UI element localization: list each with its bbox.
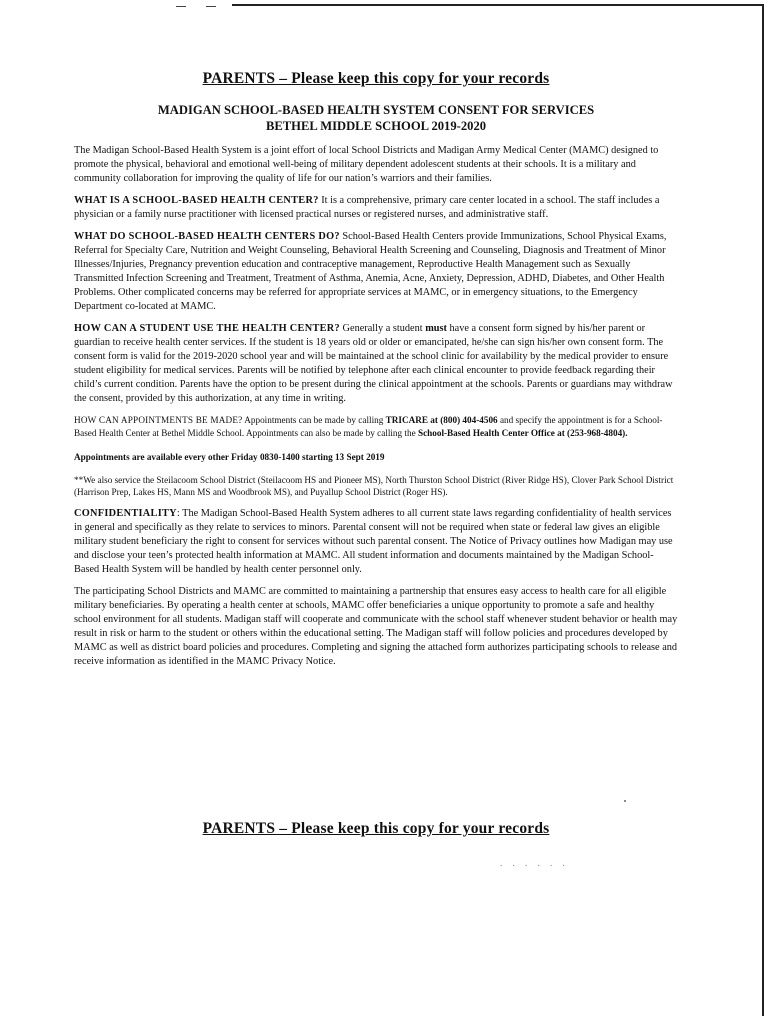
appointments-section: [74, 414, 678, 439]
intro-paragraph: The Madigan School-Based Health System is a joint effort of local School Districts and Madigan Army Medical Center (MAMC) designed to promote the physical, behavioral and emotional well-being of military dependent adolescent students at their schools. It is a military and community collaboration for improving the quality of life for our nation’s warriors and their families.: [74, 145, 659, 184]
office-phone: School-Based Health Center Office at (253-968-4804).: [417, 427, 628, 438]
tricare-phone: TRICARE at (800) 404-4506: [385, 415, 498, 425]
availability-text: Appointments are available every other Friday 0830-1400 starting 13 Sept 2019: [74, 452, 385, 463]
scan-dots: . . . . . .: [500, 858, 569, 868]
appointments-text-2: and specify the appointment is for a School-Based Health Center at Bethel Middle School. Appointments can also be made by calling the: [74, 415, 663, 438]
confidentiality-heading: CONFIDENTIALITY: [74, 507, 177, 519]
how-use-must: must: [425, 323, 447, 334]
scan-edge-top: [232, 4, 762, 6]
scan-speck: [624, 800, 626, 802]
scan-mark: [206, 6, 216, 7]
how-use-text-after: have a consent form signed by his/her parent or guardian to receive health center services. If the student is 18 years old or older or emancipated, he/she can sign his/her own consent form. The consent form is valid for the 2019-2020 school year and will be maintained at the school clinic for availability by the medical provider to ensure student eligibility for medical services. Parents will be notified by telephone after each clinical encounter to provide feedback regarding their child’s current condition. Parents have the option to be present during the clinical appointment at the schools. Parents or guardians may withdraw the consent, provided by this authorization, at any time in writing.: [74, 323, 673, 404]
document-title: [74, 102, 678, 134]
bottom-banner-wrap: [74, 820, 678, 838]
confidentiality-section: [74, 507, 678, 577]
what-is-heading: WHAT IS A SCHOOL-BASED HEALTH CENTER?: [74, 195, 319, 206]
title-line-1: MADIGAN SCHOOL-BASED HEALTH SYSTEM CONSENT FOR SERVICES: [157, 103, 595, 117]
what-do-section: [74, 230, 678, 314]
how-use-heading: HOW CAN A STUDENT USE THE HEALTH CENTER?: [74, 323, 340, 334]
scan-mark: [176, 6, 186, 7]
title-line-2: BETHEL MIDDLE SCHOOL 2019-2020: [265, 119, 487, 133]
parents-banner-bottom: PARENTS – Please keep this copy for your records: [202, 820, 550, 837]
what-do-text: School-Based Health Centers provide Immunizations, School Physical Exams, Referral for Specialty Care, Nutrition and Weight Counseling, Behavioral Health Screening and Counseling, Diagnosis and Treatment of Minor Illnesses/Injuries, Pregnancy prevention education and contraceptive management, Reproductive Health Management such as Sexually Transmitted Infection Screening and Treatment, Treatment of Asthma, Anemia, Acne, Anxiety, Depression, ADHD, Diabetes, and Other Health Problems. Other complicated concerns may be referred for appropriate services at MAMC, or in emergency situations, to the Emergency Department co-located at MAMC.: [74, 231, 667, 312]
document-page: [74, 70, 678, 677]
parents-banner-top: PARENTS – Please keep this copy for your records: [202, 70, 550, 87]
appointments-availability: [74, 451, 678, 464]
what-is-text: It is a comprehensive, primary care center located in a school. The staff includes a physician or a family nurse practitioner with licensed practical nurses or registered nurses, and administrative staff.: [74, 195, 660, 220]
how-use-text-before: Generally a student: [339, 323, 426, 334]
appointments-lead: HOW CAN APPOINTMENTS BE MADE?: [74, 415, 243, 425]
appointments-text-1: Appointments can be made by calling: [242, 415, 386, 425]
what-is-section: [74, 194, 678, 222]
confidentiality-text: : The Madigan School-Based Health System adheres to all current state laws regarding confidentiality of health services in general and specifically as they relate to services to minors. Parental consent will not be required when state or federal law gives an eligible military student beneficiary the right to consent for services without such parental consent. The Notice of Privacy outlines how Madigan may use and disclose your teen’s protected health information at MAMC. All student information and documents maintained by the Madigan School-Based Health System will be handled by health center personnel only.: [74, 507, 673, 575]
partnership-paragraph: The participating School Districts and MAMC are committed to maintaining a partnership that ensures easy access to health care for all eligible military beneficiaries. By operating a health center at schools, MAMC offer beneficiaries a unique opportunity to promote a safe and healthy school environment for all students. Madigan staff will cooperate and communicate with the school staff whenever student behavior or health may result in risk or harm to the student or others within the educational setting. The Madigan staff will follow policies and procedures developed by MAMC as well as district board policies and procedures. Completing and signing the attached form authorizes participating schools to release and receive information as identified in the MAMC Privacy Notice.: [74, 585, 678, 667]
how-use-section: [74, 322, 678, 406]
also-service-note: **We also service the Steilacoom School District (Steilacoom HS and Pioneer MS), North Thurston School District (River Ridge HS), Clover Park School District (Harrison Prep, Lakes HS, Mann MS and Woodbrook MS), and Puyallup School District (Roger HS).: [74, 474, 674, 498]
what-do-heading: WHAT DO SCHOOL-BASED HEALTH CENTERS DO?: [74, 231, 340, 242]
scan-edge-right: [762, 4, 764, 1016]
